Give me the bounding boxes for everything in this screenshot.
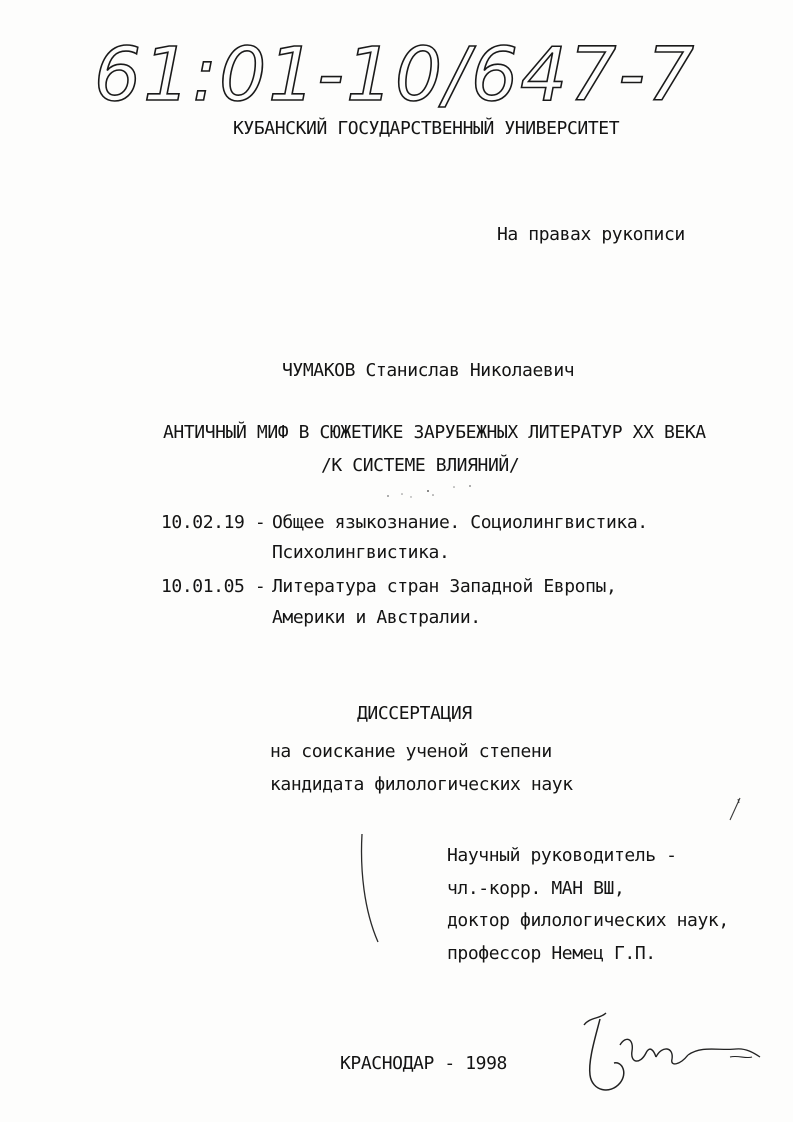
supervisor-line: чл.-корр. МАН ВШ,	[447, 878, 625, 899]
supervisor-line: доктор филологических наук,	[447, 910, 729, 931]
dissertation-title-line-1: АНТИЧНЫЙ МИФ В СЮЖЕТИКЕ ЗАРУБЕЖНЫХ ЛИТЕРАТУР XX ВЕКА	[163, 422, 706, 443]
work-type: ДИССЕРТАЦИЯ	[357, 703, 472, 724]
margin-mark	[725, 795, 745, 825]
university-name: КУБАНСКИЙ ГОСУДАРСТВЕННЫЙ УНИВЕРСИТЕТ	[233, 118, 620, 139]
degree-line-1: на соискание ученой степени	[270, 741, 552, 762]
specialty-description: Литература стран Западной Европы,	[272, 576, 617, 597]
specialty-code: 10.02.19 -	[161, 512, 266, 533]
city-year: КРАСНОДАР - 1998	[340, 1053, 507, 1074]
dissertation-title-line-2: /К СИСТЕМЕ ВЛИЯНИЙ/	[321, 455, 520, 476]
scan-specks	[380, 482, 490, 502]
supervisor-signature	[570, 1005, 770, 1105]
archive-number-handwritten	[90, 30, 697, 120]
supervisor-line: профессор Немец Г.П.	[447, 943, 656, 964]
archive-number-text: 61:01-10/647-7	[94, 32, 697, 118]
supervisor-line: Научный руководитель -	[447, 845, 677, 866]
specialty-code: 10.01.05 -	[161, 576, 266, 597]
degree-line-2: кандидата филологических наук	[270, 774, 573, 795]
specialty-description: Общее языкознание. Социолингвистика.	[272, 512, 648, 533]
author-name: ЧУМАКОВ Станислав Николаевич	[282, 360, 575, 381]
specialty-description: Америки и Австралии.	[272, 607, 481, 628]
pen-mark	[350, 830, 390, 950]
rights-note: На правах рукописи	[497, 224, 685, 245]
specialty-description: Психолингвистика.	[272, 542, 450, 563]
